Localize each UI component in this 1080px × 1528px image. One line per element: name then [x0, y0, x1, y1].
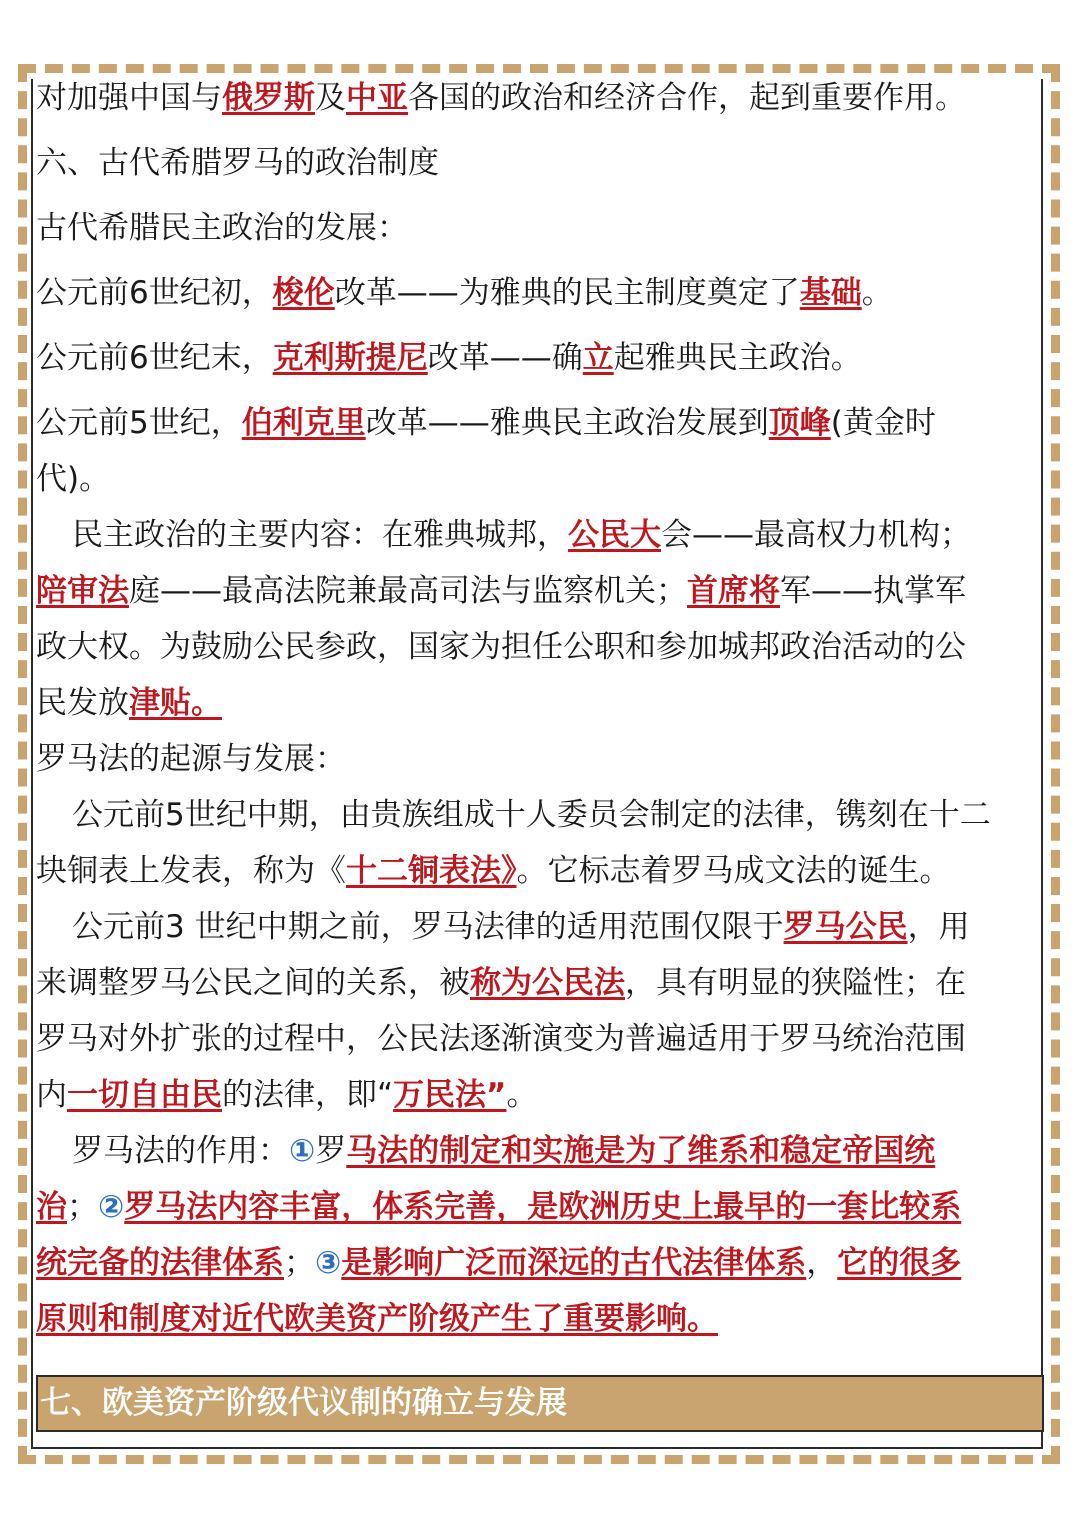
text-segment: 的法律，即“ — [222, 1077, 394, 1113]
section-heading-text: 七、欧美资产阶级代议制的确立与发展 — [40, 1385, 567, 1421]
key-term: 公民大 — [568, 517, 661, 553]
text-segment: 来调整罗马公民之间的关系，被 — [36, 965, 470, 1001]
key-term: 一切自由民 — [67, 1077, 222, 1113]
key-term: 伯利克里 — [241, 405, 366, 441]
text-segment: 改革——为雅典的民主制度奠定了 — [334, 275, 800, 311]
text-segment: 民主政治的主要内容：在雅典城邦， — [72, 517, 568, 553]
key-term: 统完备的法律体系 — [36, 1245, 284, 1281]
circled-number-2: ② — [98, 1189, 125, 1225]
key-term: 十二铜表法》 — [346, 853, 517, 889]
text-line — [36, 787, 1046, 843]
text-line — [36, 955, 1046, 1011]
text-segment: 对加强中国与 — [36, 80, 222, 116]
text-segment: 改革——雅典民主政治发展到 — [365, 405, 769, 441]
section-heading-bar — [36, 1375, 1044, 1432]
text-line — [36, 395, 1046, 451]
text-segment: ，用 — [907, 909, 970, 945]
key-term: 基础 — [799, 275, 862, 311]
text-line — [36, 1291, 1046, 1347]
text-segment: ，具有明显的狭隘性；在 — [625, 965, 966, 1001]
text-segment: 公元前5世纪中期，由贵族组成十人委员会制定的法律，镌刻在十二 — [72, 797, 991, 833]
text-segment: 会——最高权力机构； — [661, 517, 971, 553]
text-line — [36, 451, 1046, 507]
text-line — [36, 899, 1046, 955]
key-term: 治 — [36, 1189, 67, 1225]
text-segment: 政大权。为鼓励公民参政，国家为担任公职和参加城邦政治活动的公 — [36, 629, 966, 665]
text-line — [36, 1067, 1046, 1123]
text-segment: 。它标志着罗马成文法的诞生。 — [516, 853, 951, 889]
key-term: 原则和制度对近代欧美资产阶级产生了重要影响。 — [36, 1301, 718, 1337]
text-line — [36, 563, 1046, 619]
text-line — [36, 70, 1046, 126]
key-term: 梭伦 — [272, 275, 335, 311]
text-segment: 罗 — [315, 1133, 347, 1169]
text-line — [36, 1179, 1046, 1235]
text-line — [36, 843, 1046, 899]
key-term: 罗马公民 — [783, 909, 908, 945]
text-segment: 各国的政治和经济合作，起到重要作用。 — [408, 80, 966, 116]
key-term: 立 — [582, 340, 614, 376]
text-line — [36, 330, 1046, 386]
text-segment: (黄金时 — [830, 405, 936, 441]
text-line — [36, 1123, 1046, 1179]
key-term: 俄罗斯 — [222, 80, 315, 116]
text-segment: 公元前3 世纪中期之前，罗马法律的适用范围仅限于 — [72, 909, 784, 945]
text-segment: 代)。 — [36, 461, 111, 497]
text-segment: 起雅典民主政治。 — [613, 340, 862, 376]
text-segment: 及 — [315, 80, 346, 116]
key-term: 罗马法内容丰富，体系完善，是欧洲历史上最早的一套比较系 — [124, 1189, 962, 1225]
key-term: 它的很多 — [837, 1245, 962, 1281]
key-term: 是影响广泛而深远的古代法律体系 — [341, 1245, 807, 1281]
text-segment: ； — [67, 1189, 98, 1225]
key-term: 中亚 — [346, 80, 408, 116]
subsection-title — [36, 200, 1046, 256]
circled-number-1: ① — [289, 1133, 316, 1169]
text-segment: 罗马对外扩张的过程中，公民法逐渐演变为普遍适用于罗马统治范围 — [36, 1021, 966, 1057]
text-segment: 罗马法的作用： — [72, 1133, 289, 1169]
key-term: 万民法” — [393, 1077, 507, 1113]
key-term: 马法的制定和实施是为了维系和稳定帝国统 — [346, 1133, 936, 1169]
text-segment: 军——执掌军 — [780, 573, 966, 609]
text-segment: 古代希腊民主政治的发展： — [36, 210, 408, 246]
text-segment: 公元前6世纪初， — [36, 275, 273, 311]
subsection-title — [36, 731, 1046, 787]
key-term: 首席将 — [687, 573, 780, 609]
text-segment: 内 — [36, 1077, 67, 1113]
key-term: 顶峰 — [768, 405, 831, 441]
text-line — [36, 265, 1046, 321]
key-term: 称为公民法 — [470, 965, 625, 1001]
text-line — [36, 507, 1046, 563]
text-line — [36, 619, 1046, 675]
text-segment: 民发放 — [36, 685, 129, 721]
text-line — [36, 675, 1046, 731]
text-line — [36, 1235, 1046, 1291]
text-segment: 公元前5世纪， — [36, 405, 242, 441]
text-segment: 块铜表上发表，称为《 — [36, 853, 346, 889]
text-line — [36, 1011, 1046, 1067]
key-term: 陪审法 — [36, 573, 129, 609]
text-segment: 改革——确 — [427, 340, 583, 376]
section-title — [36, 135, 1046, 191]
text-segment: 公元前6世纪末， — [36, 340, 273, 376]
text-segment: 。 — [861, 275, 893, 311]
circled-number-3: ③ — [315, 1245, 342, 1281]
key-term: 克利斯提尼 — [272, 340, 428, 376]
text-segment: ， — [806, 1245, 838, 1281]
text-segment: 庭——最高法院兼最高司法与监察机关； — [129, 573, 687, 609]
key-term: 津贴。 — [129, 685, 222, 721]
text-segment: 。 — [506, 1077, 538, 1113]
text-segment: 罗马法的起源与发展： — [36, 741, 346, 777]
document-body — [36, 70, 1046, 1347]
text-segment: ； — [284, 1245, 315, 1281]
text-segment: 六、古代希腊罗马的政治制度 — [36, 145, 439, 181]
